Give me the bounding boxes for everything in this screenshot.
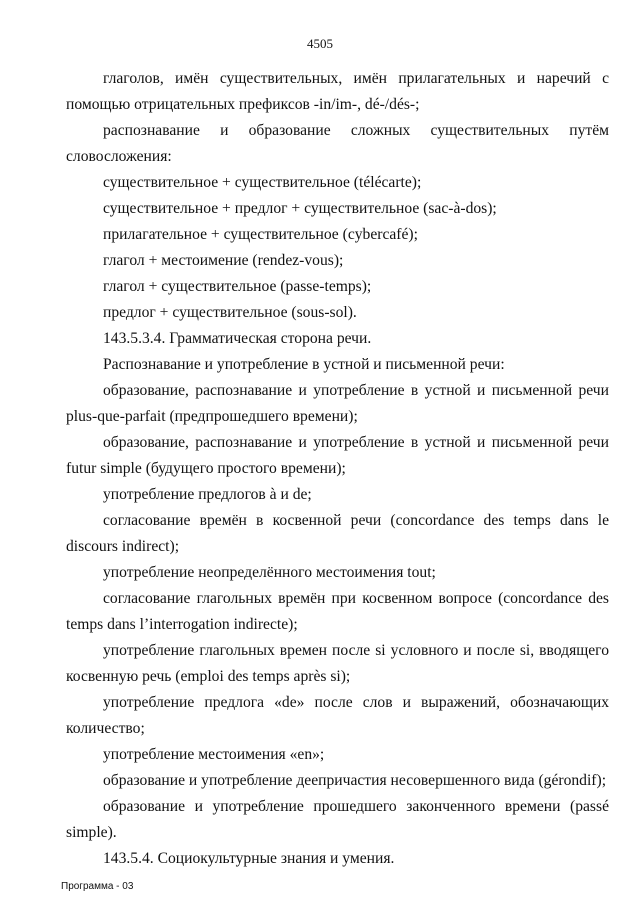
- list-item: употребление местоимения «en»;: [103, 746, 325, 763]
- section-heading: 143.5.3.4. Грамматическая сторона речи.: [103, 330, 372, 347]
- list-item: глагол + существительное (passe-temps);: [103, 278, 372, 295]
- list-item: согласование глагольных времён при косвенном вопросе (concordance des temps dans l’interrogation indirecte);: [66, 590, 609, 633]
- paragraph: глаголов, имён существительных, имён прилагательных и наречий с помощью отрицательных префиксов -in/im-, dé-/dés-;: [66, 70, 609, 113]
- list-item: образование и употребление деепричастия несовершенного вида (gérondif);: [103, 772, 607, 789]
- list-item: образование, распознавание и употребление в устной и письменной речи futur simple (будущего простого времени);: [66, 434, 609, 477]
- list-item: употребление глагольных времен после si условного и после si, вводящего косвенную речь (emploi des temps après si);: [66, 642, 609, 685]
- list-item: существительное + существительное (télécarte);: [103, 174, 422, 191]
- paragraph: распознавание и образование сложных существительных путём словосложения:: [66, 122, 609, 165]
- section-heading: 143.5.4. Социокультурные знания и умения.: [103, 850, 395, 867]
- list-item: предлог + существительное (sous-sol).: [103, 304, 357, 321]
- list-item: употребление предлогов à и de;: [103, 486, 312, 503]
- list-item: прилагательное + существительное (cybercafé);: [103, 226, 418, 243]
- list-item: согласование времён в косвенной речи (concordance des temps dans le discours indirect);: [66, 512, 609, 555]
- list-item: образование, распознавание и употребление в устной и письменной речи plus-que-parfait (предпрошедшего времени);: [66, 382, 609, 425]
- list-item: образование и употребление прошедшего законченного времени (passé simple).: [66, 798, 609, 841]
- page-number: 4505: [307, 36, 333, 51]
- footer-label: Программа - 03: [61, 881, 134, 892]
- list-item: употребление предлога «de» после слов и выражений, обозначающих количество;: [66, 694, 609, 737]
- list-item: существительное + предлог + существительное (sac-à-dos);: [103, 200, 497, 217]
- list-item: глагол + местоимение (rendez-vous);: [103, 252, 344, 269]
- list-item: употребление неопределённого местоимения tout;: [103, 564, 436, 581]
- paragraph: Распознавание и употребление в устной и письменной речи:: [103, 356, 505, 373]
- document-body: [66, 66, 609, 872]
